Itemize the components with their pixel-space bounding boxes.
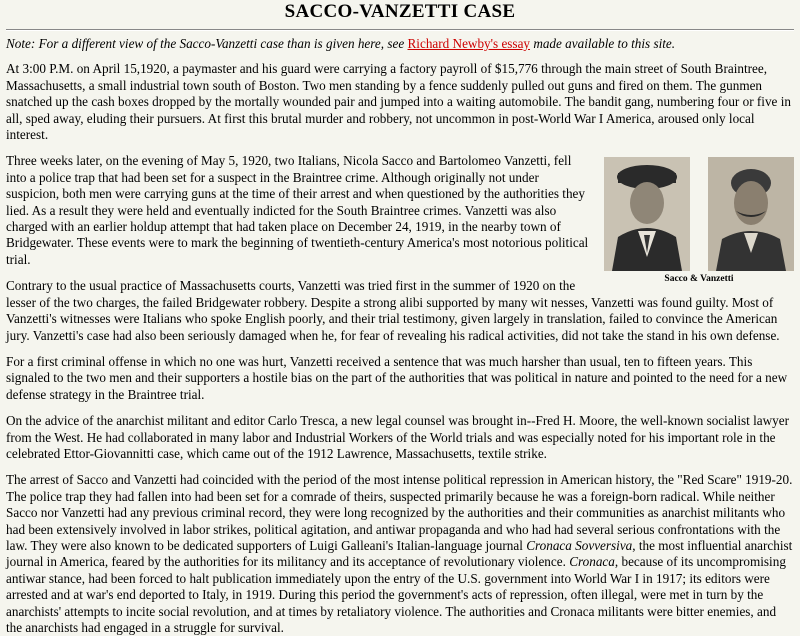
sacco-portrait-image — [604, 157, 690, 271]
paragraph-1: At 3:00 P.M. on April 15,1920, a paymaster and his guard were carrying a factory payroll of $15,776 through the main street of South Braintree, Massachusetts, a small industrial town south of Boston. Two men standing by a fence suddenly pulled out guns and fired on them. The gunmen snatched up the cash boxes dropped by the mortally wounded pair and jumped into a waiting automobile. The bandit gang, numbering four or five in all, sped away, eluding their pursuers. At first this brutal murder and robbery, not uncommon in post-World War I America, aroused only local interest. — [6, 61, 791, 143]
paragraph-6 — [6, 472, 794, 636]
note-suffix: made available to this site. — [530, 36, 676, 51]
paragraph-5: On the advice of the anarchist militant and editor Carlo Tresca, a new legal counsel was brought in--Fred H. Moore, the well-known socialist lawyer from the West. He had collaborated in many labor and Industrial Workers of the World trials and was especially noted for his important role in the celebrated Ettor-Giovannitti case, which came out of the 1912 Lawrence, Massachusetts, textile strike. — [6, 413, 789, 461]
cronaca-title: Cronaca — [569, 554, 615, 570]
p6-text-c: , the most influential anarchist journal in America, feared by the authorities for its militancy and its acceptance of revolutionary violence. — [6, 537, 793, 570]
title-divider — [6, 29, 794, 31]
sacco-portrait — [604, 157, 690, 271]
newby-essay-link[interactable]: Richard Newby's essay — [407, 36, 531, 51]
paragraph-3: Contrary to the usual practice of Massachusetts courts, Vanzetti was tried first in the summer of 1920 on the lesser of the two charges, the failed Bridgewater robbery. Despite a strong alibi supported by many wit nesses, Vanzetti was found guilty. Most of Vanzetti's witnesses were Italians who spoke English poorly, and their trial testimony, given largely in translation, failed to convince the American jury. Vanzetti's case had also been seriously damaged when he, for fear of revealing his radical activities, did not take the stand in his own defense. — [6, 278, 780, 343]
cronaca-sovversiva-title: Cronaca Sovversiva — [526, 537, 633, 553]
editor-note — [6, 36, 794, 52]
vanzetti-portrait — [708, 157, 794, 271]
paragraph-4: For a first criminal offense in which no one was hurt, Vanzetti received a sentence that was much harsher than usual, ten to fifteen years. This signaled to the two men and their supporters a hostile bias on the part of the authorities that was political in nature and pointed to the need for a new defense strategy in the Braintree trial. — [6, 353, 788, 402]
p6-text-e: , because of its uncompromising antiwar stance, had been forced to halt publication immediately upon the entry of the U.S. government into World War I in 1917; its editors were arrested and at war's end deported to Italy, in 1919. During this period the government's acts of repression, often illegal, were met in turn by the anarchists' attempts to incite social revolution, and at times by retaliatory violence. The authorities and Cronaca militants were bitter enemies, and the anarchists had engaged in a struggle for survival. — [6, 554, 786, 635]
photo-caption: Sacco & Vanzetti — [664, 274, 734, 285]
p6-text-a: The arrest of Sacco and Vanzetti had coincided with the period of the most intense political repression in American history, the "Red Scare" 1919-20. The police trap they had fallen into had been set for a comrade of theirs, suspected primarily because he was a foreign-born radical. While neither Sacco nor Vanzetti had any previous criminal record, they were long recognized by the authorities and their communities as anarchist militants who had been extensively involved in labor strikes, political agitation, and antiwar propaganda and who had had several serious confrontations with the law. They were also known to be dedicated supporters of Luigi Galleani's Italian-language journal — [6, 472, 793, 553]
paragraph-2: Three weeks later, on the evening of May 5, 1920, two Italians, Nicola Sacco and Bartolomeo Vanzetti, fell into a police trap that had been set for a suspect in the Braintree crime. Although originally not under suspicion, both men were carrying guns at the time of their arrest and when questioned by the authorities they lied. As a result they were held and eventually indicted for the South Braintree crimes. Vanzetti was also charged with an earlier holdup attempt that had taken place on December 24, 1919, in the nearby town of Bridgewater. These events were to mark the beginning of twentieth-century America's most notorious political trial. — [6, 153, 589, 267]
note-prefix: Note: For a different view of the Sacco-Vanzetti case than is given here, see — [6, 36, 408, 51]
page-title: SACCO-VANZETTI CASE — [284, 1, 516, 22]
vanzetti-portrait-image — [708, 157, 794, 271]
sacco-vanzetti-photo — [604, 157, 794, 284]
